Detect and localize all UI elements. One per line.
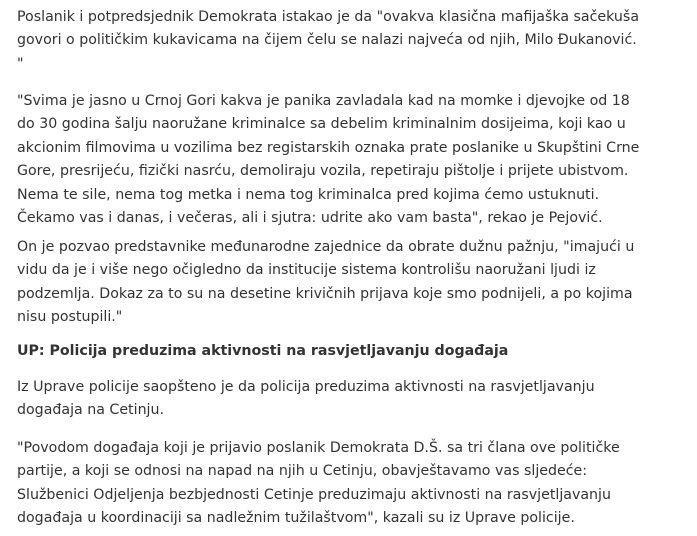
text-line: događaja na Cetinju. [17, 402, 165, 419]
text-line: On je pozvao predstavnike međunarodne zajednice da obrate dužnu pažnju, "imajući u [17, 239, 635, 255]
text-line: Iz Uprave policije saopšteno je da policija preduzima aktivnosti na rasvjetljavanju [17, 379, 595, 395]
text-line: akcionim filmovima u vozilima bez registarskih oznaka prate poslanike u Skupštini Crne [17, 139, 640, 156]
text-line: govori o političkim kukavicama na čijem čelu se nalazi najveća od njih, Milo Đukanović. [17, 32, 637, 49]
paragraph-quote [17, 90, 639, 230]
paragraph-police-quote [17, 437, 620, 531]
text-line: Nema te sile, nema tog metka i nema tog kriminalca pred kojima ćemo ustuknuti. [17, 186, 600, 203]
text-line: vidu da je i više nego očigledno da institucije sistema kontrolišu naoružani ljudi iz [17, 262, 596, 279]
text-line: "Svima je jasno u Crnoj Gori kakva je panika zavladala kad na momke i djevojke od 18 [17, 93, 630, 109]
text-line: nisu postupili." [17, 309, 123, 326]
section-subheading: UP: Policija preduzima aktivnosti na rasvjetljavanju događaja [17, 343, 509, 359]
text-line: Čekamo vas i danas, i večeras, ali i sjutra: udrite ako vam basta", rekao je Pejović. [17, 210, 603, 227]
paragraph-appeal [17, 236, 634, 330]
text-line: podzemlja. Dokaz za to su na desetine krivičnih prijava koje smo podnijeli, a po kojima [17, 285, 633, 302]
paragraph-police-statement [17, 376, 595, 423]
text-line: događaja u koordinaciji sa nadležnim tužilaštvom", kazali su iz Uprave policije. [17, 510, 575, 527]
text-line: partije, a koji se odnosi na napad na njih u Cetinju, obavještavamo vas sljedeće: [17, 463, 588, 480]
text-line: " [17, 55, 24, 72]
paragraph-statement [17, 6, 639, 76]
text-line: "Povodom događaja koji je prijavio poslanik Demokrata D.Š. sa tri člana ove političke [17, 440, 620, 456]
text-line: Gore, presrijeću, fizički nasrću, demoliraju vozila, repetiraju pištolje i prijete ubistvom. [17, 163, 629, 180]
text-line: do 30 godina šalju naoružane kriminalce sa debelim kriminalnim dosijeima, koji kao u [17, 116, 626, 133]
text-line: Poslanik i potpredsjednik Demokrata istakao je da "ovakva klasična mafijaška sačekuša [17, 9, 640, 25]
text-line: Službenici Odjeljenja bezbjednosti Cetinje preduzimaju aktivnosti na rasvjetljavanju [17, 486, 611, 503]
